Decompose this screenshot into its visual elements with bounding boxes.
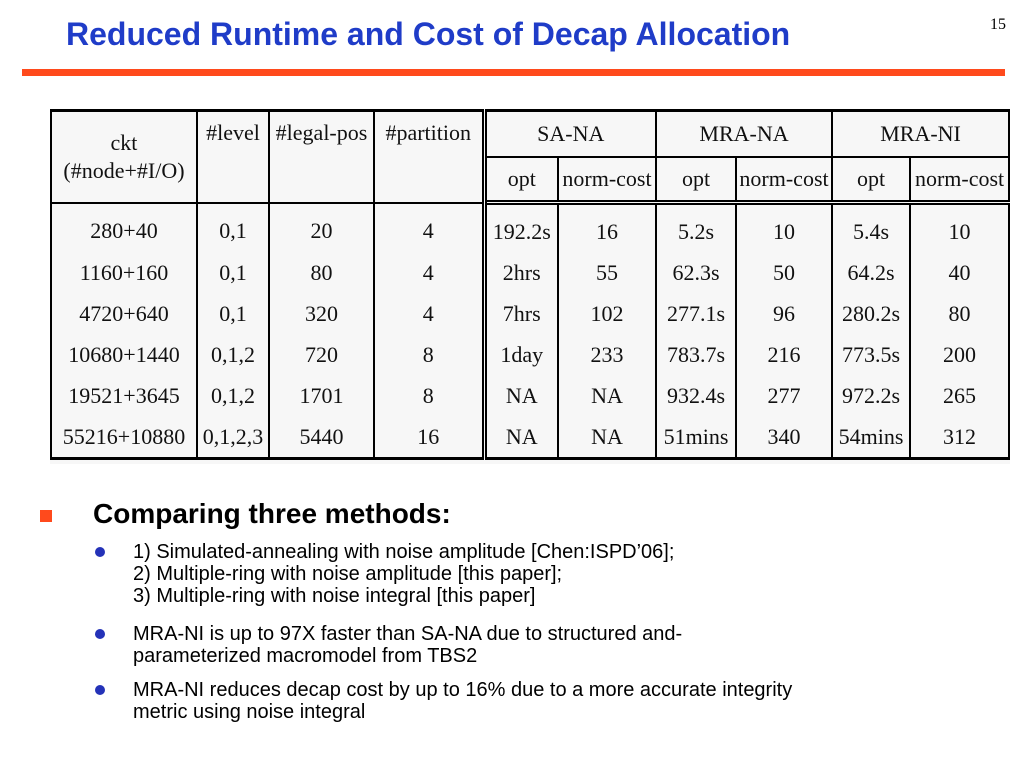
cell-mra-na-opt: 277.1s bbox=[656, 293, 736, 334]
cell-mra-na-norm-cost: 10 bbox=[736, 203, 832, 253]
cell-partition: 8 bbox=[374, 375, 484, 416]
cell-legal-pos: 1701 bbox=[269, 375, 374, 416]
cell-mra-ni-opt: 64.2s bbox=[832, 252, 910, 293]
results-table-figure bbox=[50, 109, 1010, 464]
sub-header-opt: opt bbox=[656, 157, 736, 203]
sub-bullet-line: 2) Multiple-ring with noise amplitude [this paper]; bbox=[133, 563, 563, 585]
cell-mra-ni-norm-cost: 80 bbox=[910, 293, 1009, 334]
group-header-mra-ni: MRA-NI bbox=[832, 111, 1009, 158]
group-header-sa-na: SA-NA bbox=[484, 111, 656, 158]
sub-header-norm-cost: norm-cost bbox=[558, 157, 656, 203]
cell-mra-ni-opt: 54mins bbox=[832, 416, 910, 459]
sub-bullet-line: 1) Simulated-annealing with noise amplitude [Chen:ISPD’06]; bbox=[133, 541, 675, 563]
table-row bbox=[51, 203, 1009, 253]
cell-ckt: 10680+1440 bbox=[51, 334, 197, 375]
cell-sa-na-norm-cost: NA bbox=[558, 416, 656, 459]
dot-bullet-icon bbox=[95, 547, 105, 557]
cell-mra-na-opt: 783.7s bbox=[656, 334, 736, 375]
sub-bullet-line: parameterized macromodel from TBS2 bbox=[133, 645, 478, 667]
cell-sa-na-norm-cost: 55 bbox=[558, 252, 656, 293]
cell-mra-na-opt: 62.3s bbox=[656, 252, 736, 293]
cell-mra-ni-norm-cost: 40 bbox=[910, 252, 1009, 293]
col-header-ckt-line2: (#node+#I/O) bbox=[63, 157, 185, 183]
cell-partition: 4 bbox=[374, 203, 484, 253]
table-row bbox=[51, 375, 1009, 416]
sub-header-norm-cost: norm-cost bbox=[910, 157, 1009, 203]
slide-title: Reduced Runtime and Cost of Decap Allocation bbox=[66, 16, 791, 52]
cell-level: 0,1,2 bbox=[197, 375, 269, 416]
cell-mra-na-norm-cost: 96 bbox=[736, 293, 832, 334]
cell-mra-ni-norm-cost: 200 bbox=[910, 334, 1009, 375]
cell-mra-na-norm-cost: 277 bbox=[736, 375, 832, 416]
cell-partition: 16 bbox=[374, 416, 484, 459]
square-bullet-icon bbox=[40, 510, 52, 522]
page-number: 15 bbox=[990, 16, 1006, 33]
cell-level: 0,1 bbox=[197, 252, 269, 293]
cell-mra-ni-norm-cost: 10 bbox=[910, 203, 1009, 253]
main-bullet-text: Comparing three methods: bbox=[93, 498, 451, 529]
cell-legal-pos: 5440 bbox=[269, 416, 374, 459]
cell-mra-na-norm-cost: 340 bbox=[736, 416, 832, 459]
col-header-ckt bbox=[51, 111, 197, 203]
cell-mra-ni-opt: 280.2s bbox=[832, 293, 910, 334]
cell-mra-ni-opt: 773.5s bbox=[832, 334, 910, 375]
sub-bullet-line: metric using noise integral bbox=[133, 701, 366, 723]
dot-bullet-icon bbox=[95, 685, 105, 695]
cell-sa-na-opt: NA bbox=[484, 416, 558, 459]
cell-mra-ni-norm-cost: 312 bbox=[910, 416, 1009, 459]
cell-sa-na-norm-cost: 233 bbox=[558, 334, 656, 375]
table-row bbox=[51, 293, 1009, 334]
title-divider bbox=[22, 69, 1005, 76]
cell-sa-na-opt: NA bbox=[484, 375, 558, 416]
table-row bbox=[51, 252, 1009, 293]
dot-bullet-icon bbox=[95, 629, 105, 639]
sub-header-opt: opt bbox=[832, 157, 910, 203]
cell-ckt: 280+40 bbox=[51, 203, 197, 253]
cell-sa-na-norm-cost: 16 bbox=[558, 203, 656, 253]
sub-bullet-line: 3) Multiple-ring with noise integral [this paper] bbox=[133, 585, 536, 607]
col-header-ckt-line1: ckt bbox=[110, 129, 138, 155]
cell-legal-pos: 720 bbox=[269, 334, 374, 375]
cell-legal-pos: 80 bbox=[269, 252, 374, 293]
cell-mra-ni-opt: 5.4s bbox=[832, 203, 910, 253]
cell-mra-ni-opt: 972.2s bbox=[832, 375, 910, 416]
cell-mra-na-norm-cost: 216 bbox=[736, 334, 832, 375]
cell-level: 0,1 bbox=[197, 293, 269, 334]
col-header-level: #level bbox=[197, 111, 269, 203]
results-table bbox=[50, 109, 1010, 460]
cell-sa-na-opt: 1day bbox=[484, 334, 558, 375]
sub-header-opt: opt bbox=[484, 157, 558, 203]
cell-sa-na-opt: 7hrs bbox=[484, 293, 558, 334]
cell-sa-na-norm-cost: 102 bbox=[558, 293, 656, 334]
cell-level: 0,1 bbox=[197, 203, 269, 253]
cell-partition: 8 bbox=[374, 334, 484, 375]
cell-mra-na-opt: 5.2s bbox=[656, 203, 736, 253]
table-row bbox=[51, 334, 1009, 375]
col-header-partition: #partition bbox=[374, 111, 484, 203]
cell-ckt: 19521+3645 bbox=[51, 375, 197, 416]
cell-mra-na-opt: 51mins bbox=[656, 416, 736, 459]
cell-level: 0,1,2 bbox=[197, 334, 269, 375]
cell-ckt: 1160+160 bbox=[51, 252, 197, 293]
cell-sa-na-opt: 192.2s bbox=[484, 203, 558, 253]
cell-legal-pos: 20 bbox=[269, 203, 374, 253]
cell-partition: 4 bbox=[374, 293, 484, 334]
cell-sa-na-norm-cost: NA bbox=[558, 375, 656, 416]
cell-mra-na-norm-cost: 50 bbox=[736, 252, 832, 293]
cell-ckt: 55216+10880 bbox=[51, 416, 197, 459]
cell-partition: 4 bbox=[374, 252, 484, 293]
cell-mra-na-opt: 932.4s bbox=[656, 375, 736, 416]
cell-level: 0,1,2,3 bbox=[197, 416, 269, 459]
sub-bullet-line: MRA-NI reduces decap cost by up to 16% due to a more accurate integrity bbox=[133, 679, 793, 701]
table-row bbox=[51, 416, 1009, 459]
group-header-mra-na: MRA-NA bbox=[656, 111, 832, 158]
cell-mra-ni-norm-cost: 265 bbox=[910, 375, 1009, 416]
cell-ckt: 4720+640 bbox=[51, 293, 197, 334]
sub-bullet-line: MRA-NI is up to 97X faster than SA-NA due to structured and- bbox=[133, 623, 683, 645]
col-header-legal-pos: #legal-pos bbox=[269, 111, 374, 203]
sub-header-norm-cost: norm-cost bbox=[736, 157, 832, 203]
cell-sa-na-opt: 2hrs bbox=[484, 252, 558, 293]
cell-legal-pos: 320 bbox=[269, 293, 374, 334]
